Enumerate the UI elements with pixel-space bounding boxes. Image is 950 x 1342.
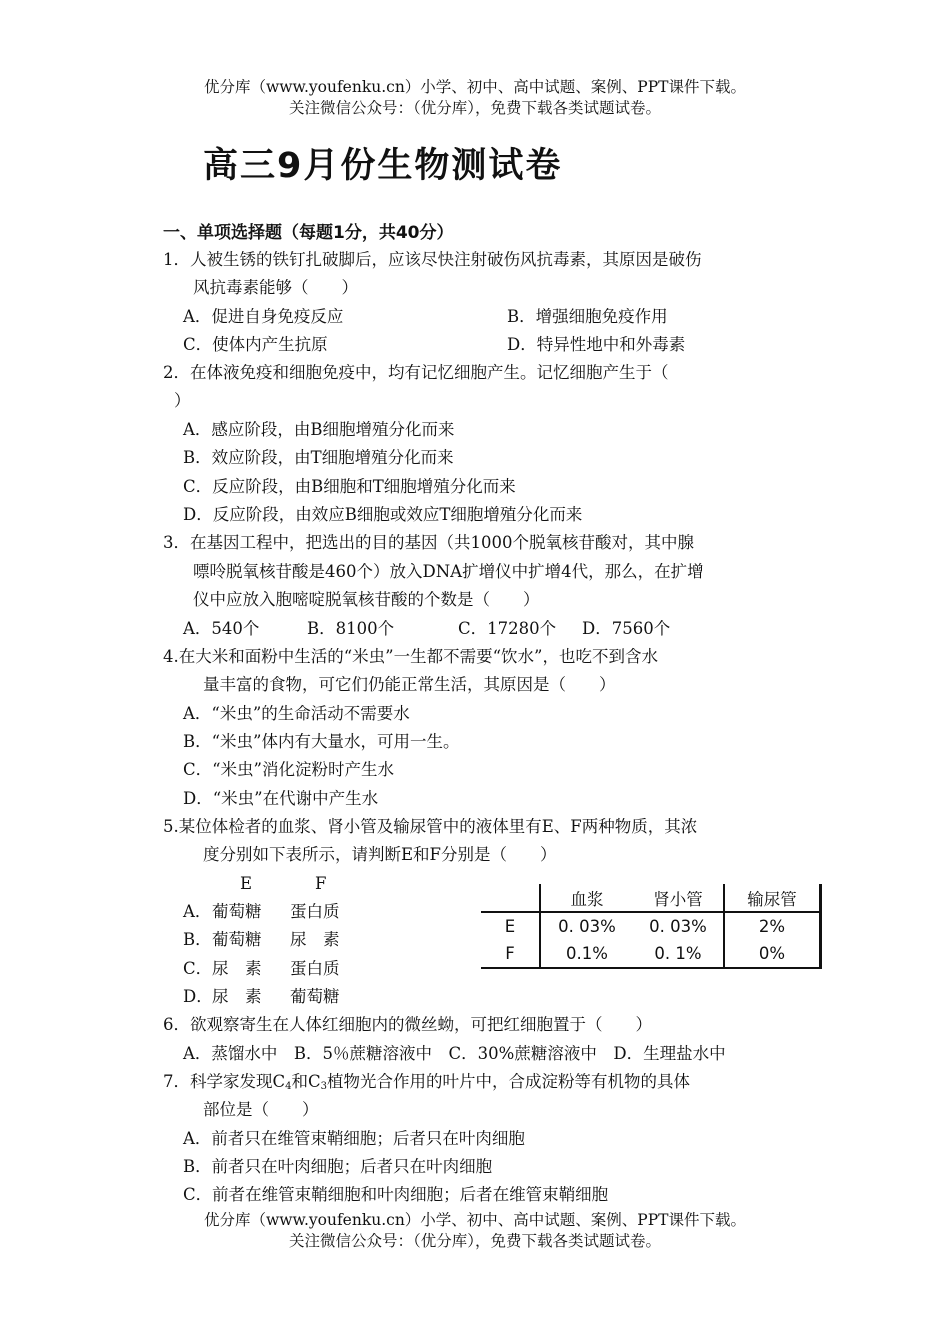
q1-stem-line-2: 风抗毒素能够（ ） (193, 278, 358, 297)
table-cell: 0. 03% (633, 912, 724, 940)
table-cell: 2% (724, 912, 821, 940)
table-header-cell (481, 884, 540, 912)
table-header-row (481, 884, 821, 912)
table-cell: 0. 03% (558, 917, 616, 936)
table-row (481, 940, 821, 968)
q3-stem-line-3: 仪中应放入胞嘧啶脱氧核苷酸的个数是（ ） (193, 590, 540, 609)
q7-stem-line-1 (163, 1072, 690, 1097)
concentration-table (481, 884, 822, 969)
q1-option-c: C．使体内产生抗原 (183, 335, 328, 354)
watermark-line-2: 关注微信公众号：（优分库），免费下载各类试题试卷。 (288, 1232, 661, 1250)
table-row (481, 912, 821, 940)
option-e: 葡萄糖 (212, 902, 262, 921)
q2-stem-line-1: 2．在体液免疫和细胞免疫中，均有记忆细胞产生。记忆细胞产生于（ (163, 363, 669, 382)
q4-option-d: D．“米虫”在代谢中产生水 (183, 789, 379, 808)
q4-stem-line-2: 量丰富的食物，可它们仍能正常生活，其原因是（ ） (203, 675, 616, 694)
q4-option-c: C．“米虫”消化淀粉时产生水 (183, 760, 394, 779)
q6-options: A．蒸馏水中 B．5％蔗糖溶液中 C．30%蔗糖溶液中 D．生理盐水中 (183, 1044, 726, 1063)
q7-option-b: B．前者只在叶肉细胞；后者只在叶肉细胞 (183, 1157, 493, 1176)
table-header-cell: 肾小管 (633, 884, 724, 912)
q7-stem-pre: 7．科学家发现C (163, 1072, 286, 1091)
q3-stem-line-1: 3．在基因工程中，把选出的目的基因（共1000个脱氧核苷酸对，其中腺 (163, 533, 694, 552)
q1-option-d: D．特异性地中和外毒素 (507, 335, 686, 354)
table-cell: F (481, 940, 540, 968)
page-title: 高三9月份生物测试卷 (203, 146, 563, 186)
q4-option-b: B．“米虫”体内有大量水，可用一生。 (183, 732, 460, 751)
option-e: 尿 素 (212, 987, 262, 1006)
q2-option-c: C．反应阶段，由B细胞和T细胞增殖分化而来 (183, 477, 516, 496)
table-cell: 0% (724, 940, 821, 968)
q2-option-a: A．感应阶段，由B细胞增殖分化而来 (183, 420, 455, 439)
q7-option-a: A．前者只在维管束鞘细胞；后者只在叶肉细胞 (183, 1129, 525, 1148)
q5-column-f: F (315, 874, 327, 893)
watermark-line-1: 优分库（www.youfenku.cn）小学、初中、高中试题、案例、PPT课件下载。 (203, 78, 747, 96)
q2-option-d: D．反应阶段，由效应B细胞或效应T细胞增殖分化而来 (183, 505, 583, 524)
table-cell: 0. 1% (633, 940, 724, 968)
table-header-cell: 输尿管 (724, 884, 821, 912)
q1-option-a: A．促进自身免疫反应 (183, 307, 344, 326)
q5-stem-line-2: 度分别如下表所示，请判断E和F分别是（ ） (203, 845, 557, 864)
q5-column-e: E (240, 874, 253, 893)
watermark-line-2: 关注微信公众号：（优分库），免费下载各类试题试卷。 (288, 99, 661, 117)
q3-option-a: A．540个 (183, 619, 260, 638)
table-cell: 0.1% (540, 940, 633, 968)
option-f: 蛋白质 (290, 959, 340, 978)
q7-stem-mid: 和C (291, 1072, 321, 1091)
q6-stem: 6．欲观察寄生在人体红细胞内的微丝蚴，可把红细胞置于（ ） (163, 1015, 652, 1034)
footer-watermark (0, 1210, 950, 1252)
q2-stem-line-2: ） (174, 391, 191, 410)
q1-option-b: B．增强细胞免疫作用 (507, 307, 668, 326)
option-e: 尿 素 (212, 959, 262, 978)
header-watermark (0, 77, 950, 119)
q7-stem-post: 植物光合作用的叶片中，合成淀粉等有机物的具体 (327, 1072, 690, 1091)
q7-stem-line-2: 部位是（ ） (203, 1100, 319, 1119)
q3-option-b: B．8100个 (307, 619, 395, 638)
q3-stem-line-2: 嘌呤脱氧核苷酸是460个）放入DNA扩增仪中扩增4代，那么，在扩增 (193, 562, 704, 581)
option-letter: C． (183, 959, 213, 978)
q2-option-b: B．效应阶段，由T细胞增殖分化而来 (183, 448, 454, 467)
option-f: 尿 素 (290, 930, 340, 949)
q4-option-a: A．“米虫”的生命活动不需要水 (183, 704, 410, 723)
option-letter: B． (183, 930, 212, 949)
option-letter: D． (183, 987, 213, 1006)
section-heading: 一、单项选择题（每题1分，共40分） (163, 223, 454, 243)
q3-option-c: C．17280个 (458, 619, 557, 638)
q7-subscript-3: 3 (320, 1081, 327, 1092)
q5-stem-line-1: 5.某位体检者的血浆、肾小管及输尿管中的液体里有E、F两种物质，其浓 (163, 817, 698, 836)
option-e: 葡萄糖 (212, 930, 262, 949)
option-f: 葡萄糖 (290, 987, 340, 1006)
watermark-line-1: 优分库（www.youfenku.cn）小学、初中、高中试题、案例、PPT课件下载。 (203, 1211, 747, 1229)
q1-stem-line-1: 1．人被生锈的铁钉扎破脚后，应该尽快注射破伤风抗毒素，其原因是破伤 (163, 250, 702, 269)
q7-subscript-4: 4 (285, 1081, 292, 1092)
q3-option-d: D．7560个 (582, 619, 671, 638)
option-letter: A． (183, 902, 212, 921)
option-f: 蛋白质 (290, 902, 340, 921)
table-header-cell: 血浆 (540, 884, 633, 912)
q7-option-c: C．前者在维管束鞘细胞和叶肉细胞；后者在维管束鞘细胞 (183, 1185, 609, 1204)
table-cell: E (481, 912, 540, 940)
q4-stem-line-1: 4.在大米和面粉中生活的“米虫”一生都不需要“饮水”，也吃不到含水 (163, 647, 658, 666)
